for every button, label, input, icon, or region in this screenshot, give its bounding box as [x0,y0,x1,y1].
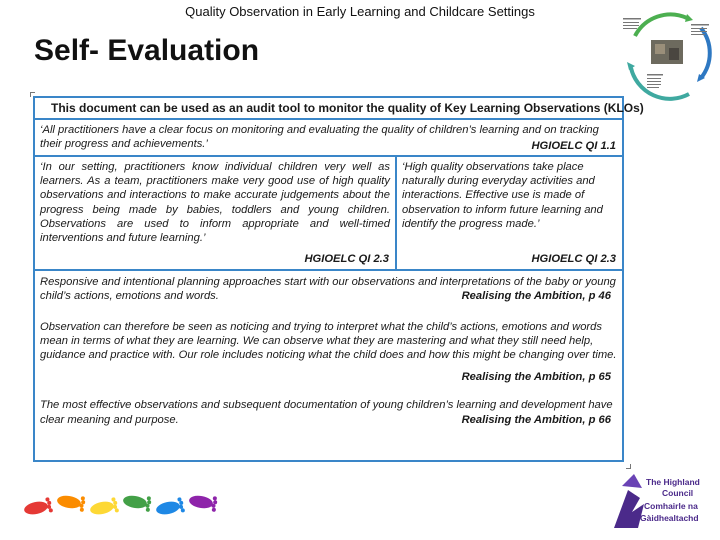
footprint-icon [56,492,86,512]
header-title: Quality Observation in Early Learning and Childcare Settings [185,4,535,19]
ambition-quote [40,275,617,304]
document-banner: This document can be used as an audit tool to monitor the quality of Key Learning Observations (KLOs) [35,98,622,120]
council-name-line: Council [662,488,694,498]
footprint-icon [23,497,54,518]
quote-text: Observation can therefore be seen as noticing and trying to interpret what the child’s actions, emotions and words mean in terms of what they are learning. We can observe what they are mastering and what they still need help, guidance and practice with. Our role includes noticing what the child does and how this might be changing over time. [40,320,617,362]
quote-text: ‘All practitioners have a clear focus on monitoring and evaluating the quality of children’s learning and on tracking their progress and achievements.’ [40,124,599,150]
quote-text: ‘In our setting, practitioners know individual children very well as learners. As a team, practitioners make very good use of high quality observations and interactions to make accurate judgements about the progress being made by babies, toddlers and young children. Observations are used to inform appropriate and well-timed interventions and future learning.’ [40,161,390,245]
ambition-quotes [35,271,622,431]
evaluation-cycle-icon [617,6,717,106]
council-name-line: Gàidhealtachd [640,513,699,523]
quote-reference: HGIOELC QI 2.3 [304,252,389,265]
page-title: Self- Evaluation [34,34,260,67]
quote-columns [35,157,622,271]
highland-council-logo [610,468,718,532]
ambition-quote [40,398,617,427]
quote-qi-2-3-left [35,157,397,269]
footprint-icon [122,492,152,512]
council-name-line: Comhairle na [644,501,698,511]
council-name-line: The Highland [646,477,700,487]
quote-qi-1-1 [35,120,622,157]
footprint-icon [155,497,186,518]
quote-reference: Realising the Ambition, p 65 [461,371,611,384]
coloured-footprints-icon [22,484,232,524]
quote-reference: HGIOELC QI 2.3 [531,252,616,265]
quote-qi-2-3-right [397,157,622,269]
quote-reference: Realising the Ambition, p 66 [461,413,611,426]
quote-reference: HGIOELC QI 1.1 [531,140,616,152]
quote-text: ‘High quality observations take place naturally during everyday activities and interactions. Effective use is made of observation to inform future learning and identify the progress made.’ [402,161,603,230]
ambition-quote [40,320,617,385]
footprint-icon [89,497,120,518]
quote-text: Responsive and intentional planning approaches start with our observations and interpretations of the baby or young child’s actions, emotions and words. [40,276,616,303]
quote-reference: Realising the Ambition, p 46 [461,290,611,303]
audit-document [33,96,644,462]
footprint-icon [188,492,218,512]
quote-text: The most effective observations and subsequent documentation of young children’s learning and development have clear meaning and purpose. [40,399,613,426]
